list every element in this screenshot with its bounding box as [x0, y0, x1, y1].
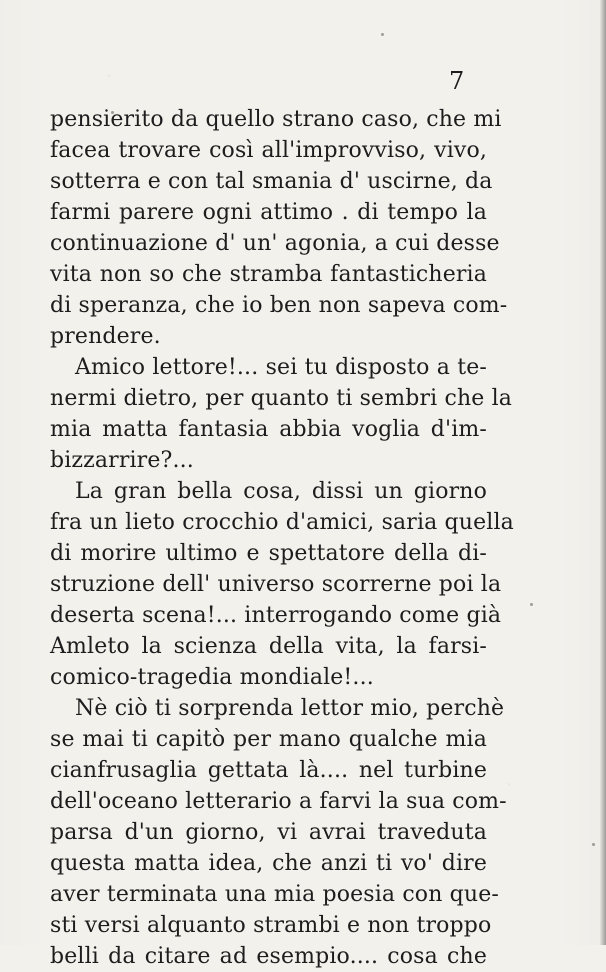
page-edge-shadow — [600, 0, 606, 945]
text-line: di morire ultimo e spettatore della di- — [50, 541, 487, 566]
text-line: La gran bella cosa, dissi un giorno — [75, 479, 487, 504]
text-line: farmi parere ogni attimo . di tempo la — [50, 200, 487, 225]
text-line: sti versi alquanto strambi e non troppo — [50, 913, 492, 938]
text-line: sotterra e con tal smania d' uscirne, da — [50, 169, 493, 194]
text-line: dell'oceano letterario a farvi la sua com- — [50, 789, 507, 814]
text-line: Amleto la scienza della vita, la farsi- — [50, 634, 487, 659]
ink-speck — [592, 843, 595, 846]
text-line: aver terminata una mia poesia con que- — [50, 882, 499, 907]
ink-speck — [381, 33, 384, 36]
text-line: belli da citare ad esempio.... cosa che — [50, 944, 487, 969]
text-line: nermi dietro, per quanto ti sembri che la — [50, 386, 513, 411]
text-line: cianfrusaglia gettata là.... nel turbine — [50, 758, 487, 783]
text-line: questa matta idea, che anzi ti vo' dire — [50, 851, 487, 876]
text-line: prendere. — [50, 324, 161, 349]
text-line: bizzarrire?... — [50, 448, 194, 473]
text-line: di speranza, che io ben non sapeva com- — [50, 293, 508, 318]
text-line: mia matta fantasia abbia voglia d'im- — [50, 417, 487, 442]
ink-speck — [111, 111, 114, 114]
text-line: struzione dell' universo scorrerne poi la — [50, 572, 502, 597]
text-line: parsa d'un giorno, vi avrai traveduta — [50, 820, 487, 845]
text-line: facea trovare così all'improvviso, vivo, — [50, 138, 487, 163]
text-line: deserta scena!... interrogando come già — [50, 603, 502, 628]
ink-speck — [530, 603, 533, 606]
text-line: Nè ciò ti sorprenda lettor mio, perchè — [75, 696, 505, 721]
text-line: comico-tragedia mondiale!... — [50, 665, 374, 690]
page-text — [50, 104, 514, 972]
text-line: continuazione d' un' agonia, a cui desse — [50, 231, 500, 256]
page-number: 7 — [449, 67, 465, 95]
text-line: fra un lieto crocchio d'amici, saria quella — [50, 510, 514, 535]
text-line: Amico lettore!... sei tu disposto a te- — [75, 355, 487, 380]
text-line: vita non so che stramba fantasticheria — [50, 262, 487, 287]
text-line: se mai ti capitò per mano qualche mia — [50, 727, 487, 752]
text-line: pensierito da quello strano caso, che mi — [50, 107, 502, 132]
